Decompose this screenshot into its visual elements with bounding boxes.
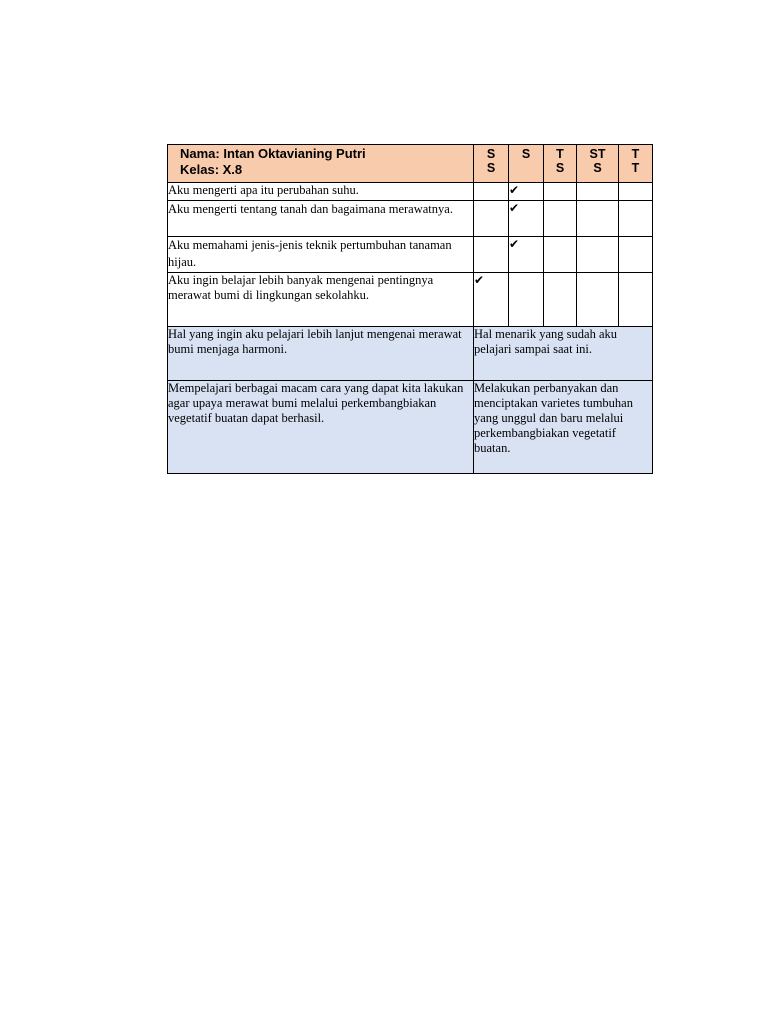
mark-cell bbox=[619, 201, 653, 237]
column-header-tt: T T bbox=[619, 145, 653, 183]
mark-cell: ✔ bbox=[474, 273, 509, 327]
column-header-ts: T S bbox=[544, 145, 577, 183]
table-row bbox=[168, 237, 653, 273]
mark-cell bbox=[544, 273, 577, 327]
mark-cell bbox=[474, 237, 509, 273]
student-class: Kelas: X.8 bbox=[180, 162, 243, 177]
statement-cell: Aku memahami jenis-jenis teknik pertumbuhan tanaman hijau. bbox=[168, 237, 474, 273]
mark-cell bbox=[577, 273, 619, 327]
table-row bbox=[168, 183, 653, 201]
mark-cell: ✔ bbox=[509, 183, 544, 201]
mark-cell bbox=[544, 183, 577, 201]
mark-cell bbox=[577, 183, 619, 201]
table-row bbox=[168, 273, 653, 327]
mark-cell: ✔ bbox=[509, 201, 544, 237]
header-row bbox=[168, 145, 653, 183]
column-header-s: S bbox=[509, 145, 544, 183]
mark-cell bbox=[577, 237, 619, 273]
mark-cell bbox=[619, 273, 653, 327]
reflection-question-right: Hal menarik yang sudah aku pelajari sampai saat ini. bbox=[474, 327, 653, 381]
mark-cell bbox=[509, 273, 544, 327]
student-name: Nama: Intan Oktavianing Putri bbox=[180, 146, 366, 161]
reflection-answer-row bbox=[168, 381, 653, 474]
reflection-question-row bbox=[168, 327, 653, 381]
student-info-cell bbox=[168, 145, 474, 183]
reflection-question-left: Hal yang ingin aku pelajari lebih lanjut mengenai merawat bumi menjaga harmoni. bbox=[168, 327, 474, 381]
mark-cell: ✔ bbox=[509, 237, 544, 273]
reflection-answer-left: Mempelajari berbagai macam cara yang dapat kita lakukan agar upaya merawat bumi melalui perkembangbiakan vegetatif buatan dapat berhasil. bbox=[168, 381, 474, 474]
statement-cell: Aku ingin belajar lebih banyak mengenai pentingnya merawat bumi di lingkungan sekolahku. bbox=[168, 273, 474, 327]
mark-cell bbox=[619, 183, 653, 201]
mark-cell bbox=[577, 201, 619, 237]
mark-cell bbox=[544, 201, 577, 237]
column-header-sts: ST S bbox=[577, 145, 619, 183]
statement-cell: Aku mengerti tentang tanah dan bagaimana merawatnya. bbox=[168, 201, 474, 237]
statement-cell: Aku mengerti apa itu perubahan suhu. bbox=[168, 183, 474, 201]
mark-cell bbox=[619, 237, 653, 273]
mark-cell bbox=[474, 183, 509, 201]
column-header-ss: S S bbox=[474, 145, 509, 183]
table-row bbox=[168, 201, 653, 237]
reflection-answer-right: Melakukan perbanyakan dan menciptakan varietes tumbuhan yang unggul dan baru melalui perkembangbiakan vegetatif buatan. bbox=[474, 381, 653, 474]
mark-cell bbox=[544, 237, 577, 273]
self-assessment-table bbox=[167, 144, 653, 474]
mark-cell bbox=[474, 201, 509, 237]
